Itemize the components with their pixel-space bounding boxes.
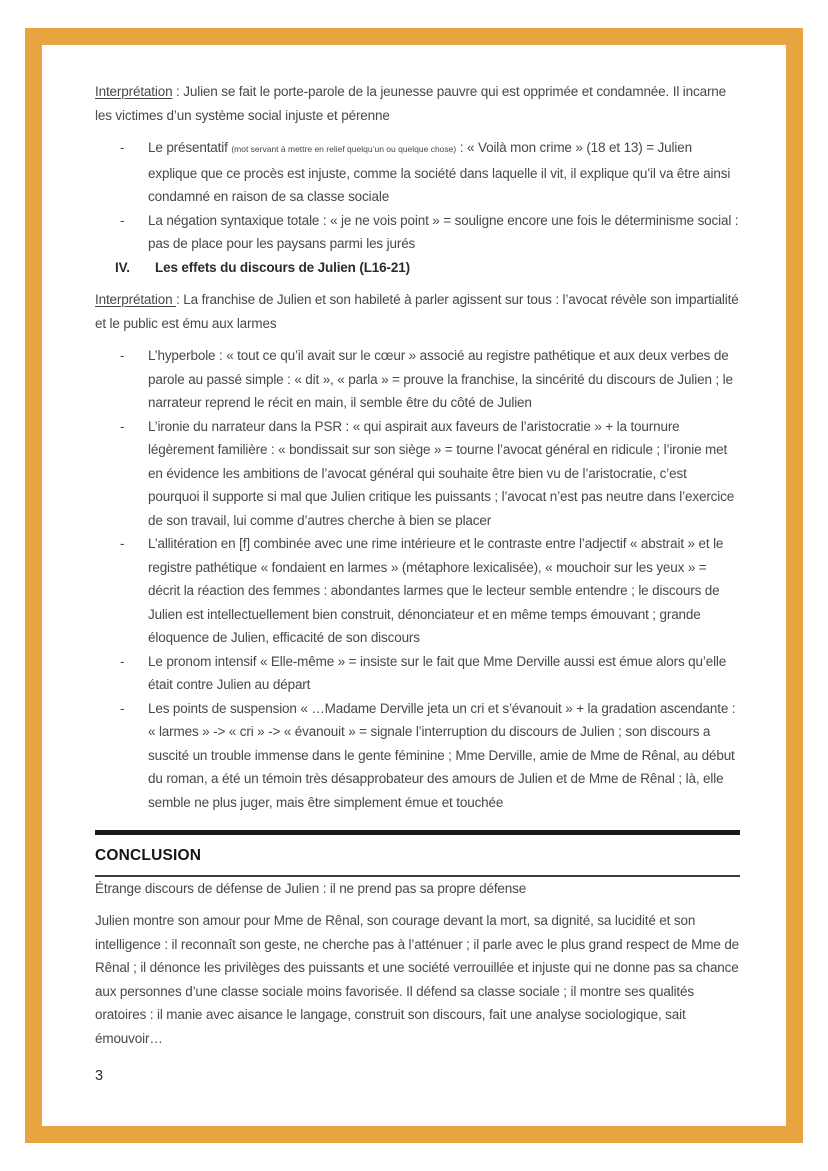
section-numeral: IV. (115, 259, 130, 275)
list-item-text: Le pronom intensif « Elle-même » = insiste sur le fait que Mme Derville aussi est émue alors qu’elle était contre Julien au départ (148, 653, 727, 692)
interpretation-text: La franchise de Julien et son habileté à parler agissent sur tous : l’avocat révèle son impartialité et le public est ému aux larmes (95, 292, 739, 331)
analysis-list-2 (95, 344, 740, 814)
list-item (95, 532, 740, 650)
conclusion-title: CONCLUSION (95, 843, 740, 877)
bullet-marker: - (120, 700, 125, 716)
interpretation-text: Julien se fait le porte-parole de la jeunesse pauvre qui est opprimée et condamnée. Il incarne les victimes d’un système social injuste et pérenne (95, 84, 727, 123)
interpretation-paragraph-2 (95, 288, 740, 335)
conclusion-lede: Étrange discours de défense de Julien : il ne prend pas sa propre défense (95, 880, 527, 896)
list-item (95, 415, 740, 533)
interpretation-paragraph-1 (95, 80, 740, 127)
interpretation-separator: : (176, 292, 184, 307)
presentatif-gloss: (mot servant à mettre en relief quelqu’un ou quelque chose) (231, 144, 457, 154)
interpretation-separator: : (172, 84, 184, 99)
bullet-marker: - (120, 348, 125, 363)
section-heading-iv (95, 256, 740, 280)
conclusion-top-rule (95, 830, 740, 835)
list-item-text: Les points de suspension « …Madame Derville jeta un cri et s’évanouit » + la gradation ascendante : « larmes » -> « cri » -> « évanouit » = signale l’interruption du discours de Julien ; son discours a suscité un trouble immense dans le gente féminine ; Mme Derville, amie de Mme de Rênal, au début du roman, a été un témoin très désapprobateur des amours de Julien et de Mme de Rênal ; là, elle semble ne plus juger, mais être simplement émue et touchée (148, 700, 736, 810)
presentatif-lead: Le présentatif (148, 140, 232, 155)
list-item (95, 344, 740, 415)
list-item-text (148, 140, 730, 204)
analysis-list-1 (95, 136, 740, 256)
bullet-marker: - (120, 653, 125, 669)
page-number: 3 (95, 1068, 104, 1084)
conclusion-body: Julien montre son amour pour Mme de Rênal, son courage devant la mort, sa dignité, sa lucidité et son intelligence : il reconnaît son geste, ne cherche pas à l’atténuer ; il parle avec le plus grand respect de Mme de Rênal ; il dénonce les privilèges des puissants et une société verrouillée et injuste qui ne donne pas sa chance aux personnes d’une classe sociale moins favorisée. Il défend sa classe sociale ; il montre ses qualités oratoires : il manie avec aisance le langage, construit son discours, fait une analyse sociologique, sait émouvoir… (95, 913, 740, 1046)
presentatif-rest: : « Voilà mon crime » (18 et 13) = Julien explique que ce procès est injuste, comme la société dans laquelle il vit, il explique qu’il va être ainsi condamné en raison de sa classe sociale (148, 140, 731, 204)
page-content (95, 80, 740, 1059)
list-item-text: L’hyperbole : « tout ce qu’il avait sur le cœur » associé au registre pathétique et aux deux verbes de parole au passé simple : « dit », « parla » = prouve la franchise, la sincérité du discours de Julien ; le narrateur reprend le récit en main, il semble être du côté de Julien (148, 348, 733, 410)
list-item-text: L’allitération en [f] combinée avec une rime intérieure et le contraste entre l’adjectif « abstrait » et le registre pathétique « fondaient en larmes » (métaphore lexicalisée), « mouchoir sur les yeux » = décrit la réaction des femmes : abondantes larmes que le lecteur semble entendre ; le discours de Julien est intellectuellement bien construit, dénonciateur et en même temps émouvant ; grande éloquence de Julien, efficacité de son discours (148, 536, 724, 645)
bullet-marker: - (120, 212, 125, 228)
list-item-text: La négation syntaxique totale : « je ne vois point » = souligne encore une fois le déterminisme social : pas de place pour les paysans parmi les jurés (148, 212, 739, 251)
bullet-marker: - (120, 140, 125, 155)
interpretation-label: Interprétation (95, 292, 177, 307)
list-item (95, 136, 740, 209)
list-item (95, 697, 740, 815)
section-title: Les effets du discours de Julien (L16-21) (155, 259, 410, 275)
interpretation-label: Interprétation (95, 84, 173, 99)
bullet-marker: - (120, 418, 125, 434)
list-item-text: L’ironie du narrateur dans la PSR : « qui aspirait aux faveurs de l’aristocratie » + la tournure légèrement familière : « bondissait sur son siège » = tourne l’avocat général en ridicule ; l’ironie met en évidence les ambitions de l’avocat général qui souhaite être bien vu de l’aristocratie, c’est pourquoi il supporte si mal que Julien critique les puissants ; l’avocat n’est pas neutre dans l’exercice de son travail, lui comme d’autres cherche à bien se placer (148, 418, 735, 528)
list-item (95, 650, 740, 697)
bullet-marker: - (120, 536, 125, 551)
list-item (95, 209, 740, 256)
